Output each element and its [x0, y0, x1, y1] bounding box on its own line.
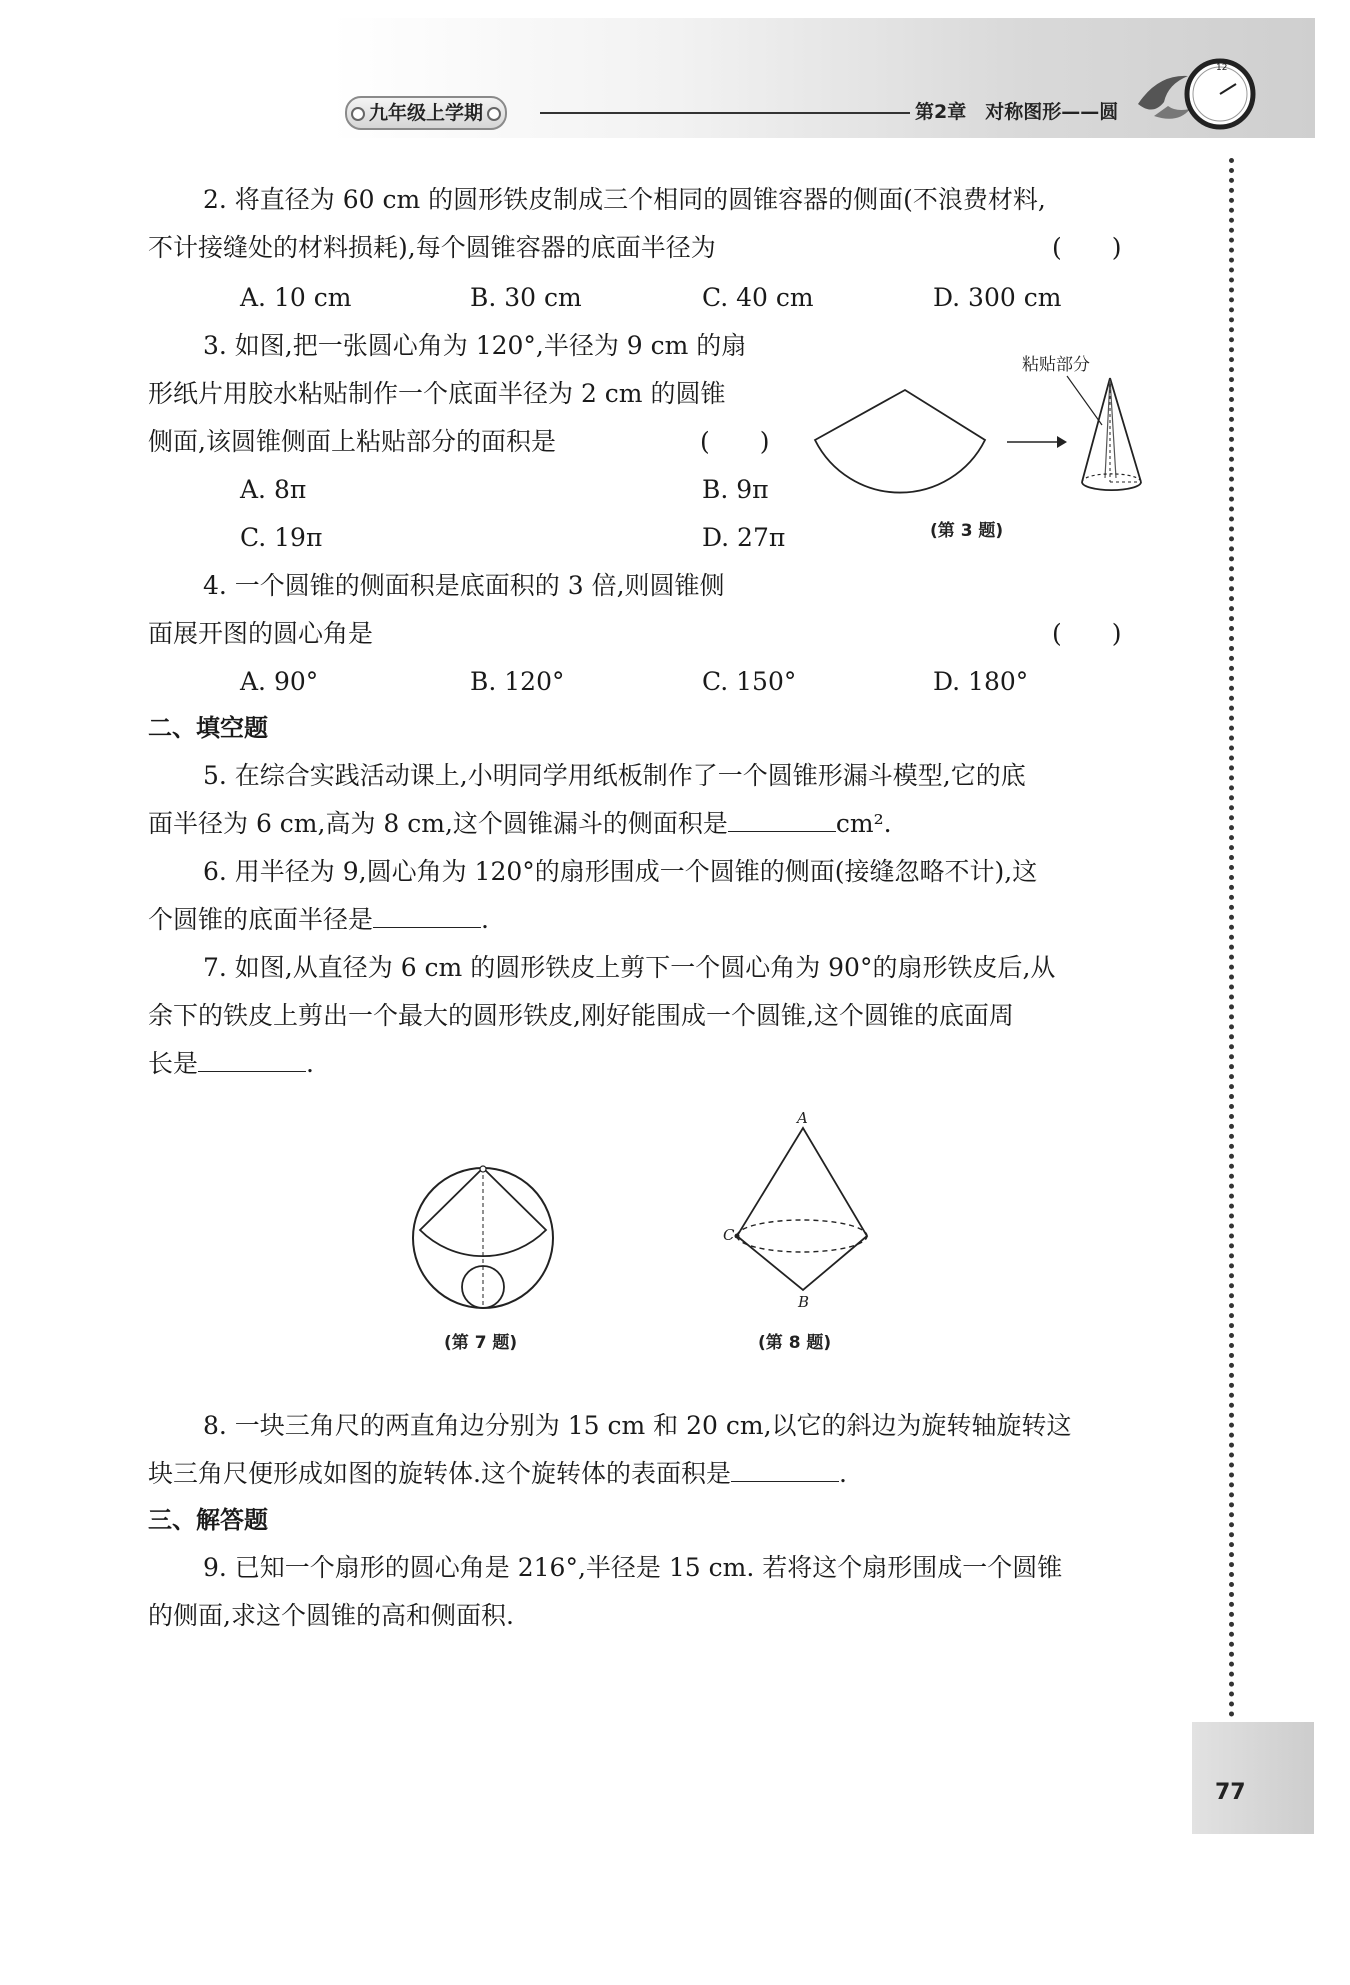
- q4-option-c: C. 150°: [702, 667, 797, 696]
- q3-cone-base-front: [1082, 482, 1141, 490]
- q2-line-2: 不计接缝处的材料损耗),每个圆锥容器的底面半径为: [148, 233, 716, 262]
- q6-line-2: [148, 902, 489, 938]
- q8-double-cone-outline: [737, 1128, 867, 1290]
- q3-option-c: C. 19π: [240, 523, 323, 552]
- header-rule: [540, 112, 910, 114]
- header-chapter-title: 第2章 对称图形——圆: [915, 101, 1119, 123]
- q3-option-b: B. 9π: [702, 475, 769, 504]
- q7-top-point: [480, 1166, 486, 1172]
- q3-cone-base-back: [1082, 474, 1141, 482]
- q5-line-2-text: 面半径为 6 cm,高为 8 cm,这个圆锥漏斗的侧面积是: [148, 809, 728, 838]
- svg-text:12: 12: [1216, 63, 1228, 73]
- q8-period: .: [838, 1459, 847, 1488]
- q2-line-1: 2. 将直径为 60 cm 的圆形铁皮制成三个相同的圆锥容器的侧面(不浪费材料,: [203, 185, 1046, 214]
- q3-caption: (第 3 题): [930, 521, 1004, 541]
- q7-line-1: 7. 如图,从直径为 6 cm 的圆形铁皮上剪下一个圆心角为 90°的扇形铁皮后,从: [203, 953, 1056, 982]
- header-grade-label: [345, 96, 507, 130]
- q7-line-3: [148, 1046, 314, 1082]
- q3-label-pointer: [1067, 376, 1102, 425]
- q9-line-1: 9. 已知一个扇形的圆心角是 216°,半径是 15 cm. 若将这个扇形围成一个圆锥: [203, 1553, 1063, 1582]
- q4-line-2: 面展开图的圆心角是: [148, 619, 374, 648]
- q7-line-2: 余下的铁皮上剪出一个最大的圆形铁皮,刚好能围成一个圆锥,这个圆锥的底面周: [148, 1001, 1014, 1030]
- q7-period: .: [306, 1049, 314, 1078]
- q6-line-2-text: 个圆锥的底面半径是: [148, 905, 374, 934]
- q3-line-2: 形纸片用胶水粘贴制作一个底面半径为 2 cm 的圆锥: [148, 379, 726, 408]
- q2-option-a: A. 10 cm: [240, 283, 352, 312]
- q8-line-1: 8. 一块三角尺的两直角边分别为 15 cm 和 20 cm,以它的斜边为旋转轴旋转这: [203, 1411, 1072, 1440]
- q6-answer-blank[interactable]: [373, 903, 481, 928]
- q4-option-a: A. 90°: [240, 667, 319, 696]
- q2-answer-paren: ( ): [1052, 233, 1122, 262]
- q7-answer-blank[interactable]: [198, 1047, 306, 1072]
- q5-line-1: 5. 在综合实践活动课上,小明同学用纸板制作了一个圆锥形漏斗模型,它的底: [203, 761, 1026, 790]
- q7-circle-sector-figure: [410, 1165, 560, 1315]
- q2-option-c: C. 40 cm: [702, 283, 814, 312]
- header-left-text: 九年级上学期: [369, 102, 484, 124]
- q3-arrowhead: [1057, 436, 1067, 448]
- margin-dotted-line: [1229, 158, 1234, 1718]
- q3-option-d: D. 27π: [702, 523, 786, 552]
- q3-option-a: A. 8π: [240, 475, 307, 504]
- q6-period: .: [481, 905, 489, 934]
- q8-label-a: A: [797, 1109, 808, 1127]
- q3-line-3: 侧面,该圆锥侧面上粘贴部分的面积是: [148, 427, 556, 456]
- q8-caption: (第 8 题): [758, 1333, 832, 1353]
- q5-answer-blank[interactable]: [728, 807, 836, 832]
- q5-unit: cm².: [835, 809, 892, 838]
- q3-line-1: 3. 如图,把一张圆心角为 120°,半径为 9 cm 的扇: [203, 331, 747, 360]
- q8-equator-front: [737, 1236, 867, 1252]
- q3-sector: [815, 390, 985, 493]
- q4-answer-paren: ( ): [1052, 619, 1122, 648]
- q8-point-c: [735, 1234, 740, 1239]
- compass-clock-icon: [1128, 54, 1268, 134]
- q5-line-2: [148, 806, 892, 842]
- header-dot-left: [351, 107, 365, 121]
- q8-label-b: B: [798, 1293, 810, 1311]
- q3-answer-paren: ( ): [700, 427, 770, 456]
- q4-option-d: D. 180°: [933, 667, 1029, 696]
- q8-equator-back: [737, 1220, 867, 1236]
- page-number-tab: [1192, 1722, 1314, 1834]
- q8-answer-blank[interactable]: [731, 1457, 839, 1482]
- section-solution-heading: 三、解答题: [148, 1506, 268, 1534]
- q8-line-2: [148, 1456, 847, 1492]
- q4-line-1: 4. 一个圆锥的侧面积是底面积的 3 倍,则圆锥侧: [203, 571, 725, 600]
- q8-label-c: C: [723, 1226, 735, 1244]
- page-number: 77: [1215, 1780, 1246, 1805]
- q8-double-cone-figure: [725, 1110, 885, 1320]
- q8-line-2-text: 块三角尺便形成如图的旋转体.这个旋转体的表面积是: [148, 1459, 731, 1488]
- q2-option-d: D. 300 cm: [933, 283, 1062, 312]
- header-dot-right: [487, 107, 501, 121]
- q9-line-2: 的侧面,求这个圆锥的高和侧面积.: [148, 1601, 514, 1630]
- q2-option-b: B. 30 cm: [470, 283, 582, 312]
- q4-option-b: B. 120°: [470, 667, 565, 696]
- section-fill-in-heading: 二、填空题: [148, 714, 268, 742]
- q7-caption: (第 7 题): [444, 1333, 518, 1353]
- q3-sector-cone-figure: [805, 370, 1150, 510]
- q3-glue-label: 粘贴部分: [1022, 355, 1090, 375]
- q6-line-1: 6. 用半径为 9,圆心角为 120°的扇形围成一个圆锥的侧面(接缝忽略不计),这: [203, 857, 1038, 886]
- q7-line-3-text: 长是: [148, 1049, 199, 1078]
